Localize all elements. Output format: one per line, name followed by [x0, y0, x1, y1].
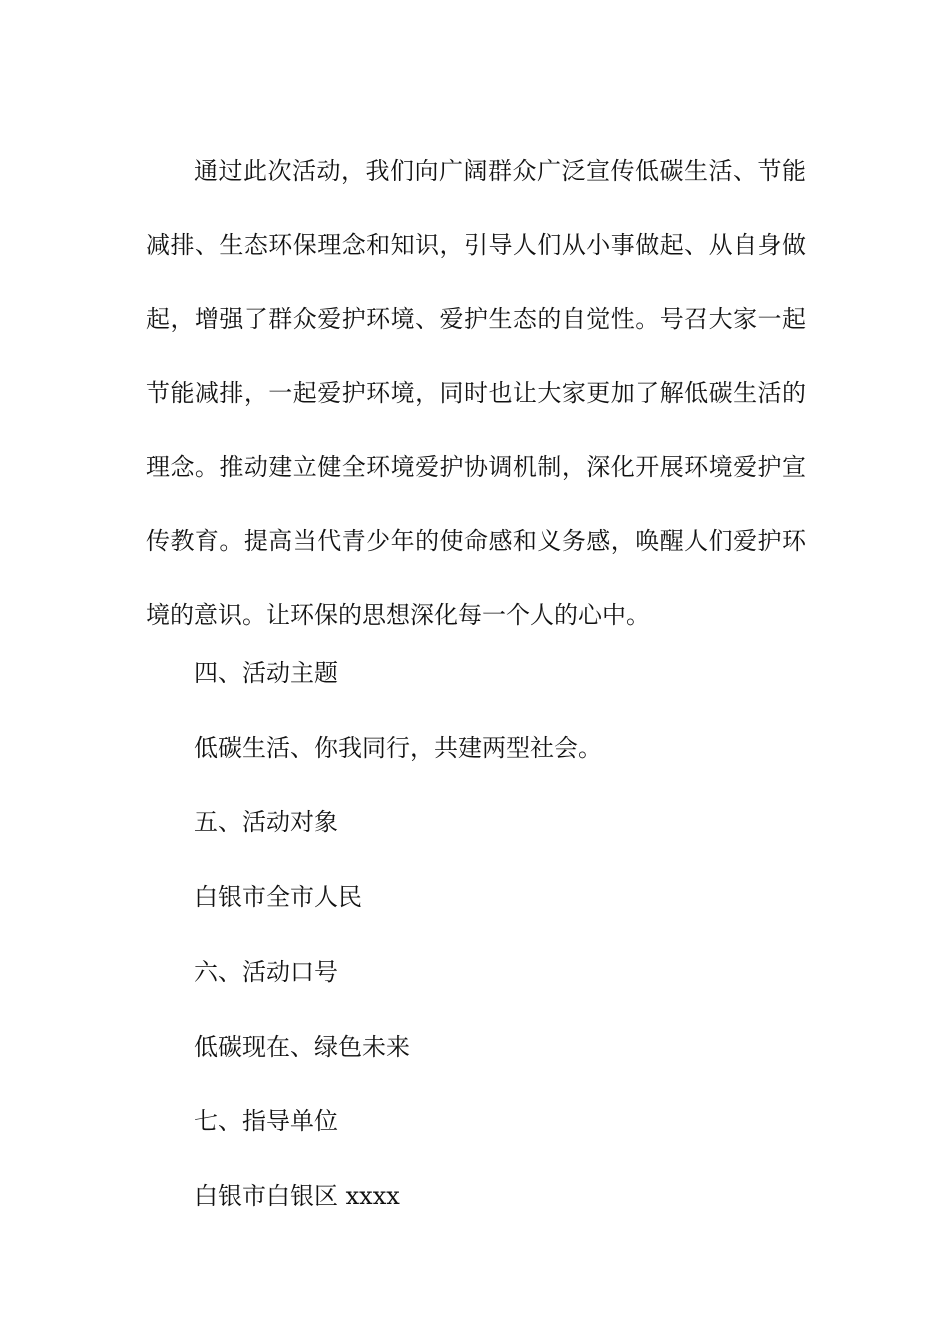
section7-heading: 七、指导单位 — [194, 1107, 338, 1135]
section7-content: 白银市白银区 xxxx — [194, 1182, 400, 1210]
section4-content: 低碳生活、你我同行，共建两型社会。 — [194, 734, 602, 762]
section4-heading: 四、活动主题 — [194, 659, 338, 687]
section5-heading: 五、活动对象 — [194, 808, 338, 836]
section5-content: 白银市全市人民 — [194, 883, 362, 911]
section6-heading: 六、活动口号 — [194, 958, 338, 986]
intro-paragraph: 通过此次活动，我们向广阔群众广泛宣传低碳生活、节能减排、生态环保理念和知识，引导人们从小事做起、从自身做起，增强了群众爱护环境、爱护生态的自觉性。号召大家一起节能减排，一起爱护环境，同时也让大家更加了解低碳生活的理念。推动建立健全环境爱护协调机制，深化开展环境爱护宣传教育。提高当代青少年的使命感和义务感，唤醒人们爱护环境的意识。让环保的思想深化每一个人的心中。 — [146, 157, 806, 629]
section6-content: 低碳现在、绿色未来 — [194, 1033, 410, 1061]
